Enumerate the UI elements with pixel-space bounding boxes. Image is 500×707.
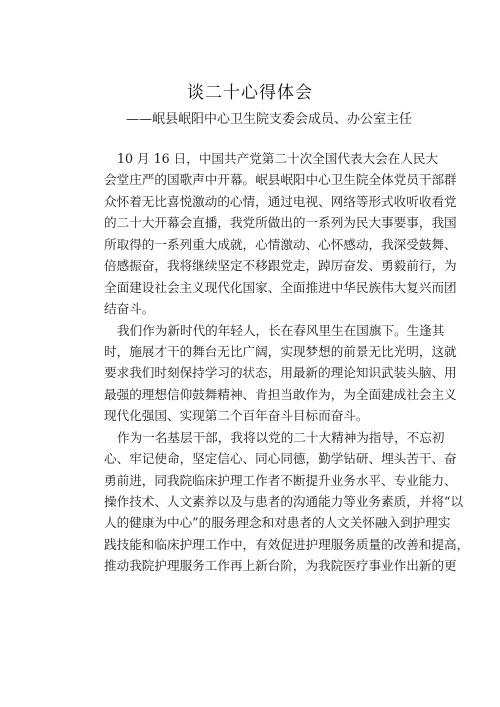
- paragraph-line: 操作技术、人文素养以及与患者的沟通能力等业务素质，并将“以: [104, 494, 464, 509]
- paragraph-line: 所取得的一系列重大成就，心情激动、心怀感动，我深受鼓舞、: [104, 236, 457, 252]
- paragraph-line: 推动我院护理服务工作再上新台阶，为我院医疗事业作出新的更: [104, 558, 457, 574]
- paragraph-line: 结奋斗。: [104, 301, 155, 317]
- paragraph: [104, 320, 457, 427]
- paragraph-line: 要求我们时刻保持学习的状态，用最新的理论知识武装头脑、用: [104, 365, 457, 381]
- paragraph-line: 全面建设社会主义现代化国家、全面推进中华民族伟大复兴而团: [104, 279, 457, 295]
- paragraph-line: 我们作为新时代的年轻人，长在春风里生在国旗下。生逢其: [117, 322, 445, 338]
- document-subtitle: ——岷县岷阳中心卫生院支委会成员、办公室主任: [126, 112, 413, 127]
- paragraph: [104, 427, 470, 577]
- paragraph-line: 的二十大开幕会直播，我党所做出的一系列为民大事要事，我国: [104, 215, 457, 231]
- paragraph-line: 践技能和临床护理工作中，有效促进护理服务质量的改善和提高，: [104, 536, 470, 552]
- paragraph-line: 10 月 16 日，中国共产党第二十次全国代表大会在人民大: [117, 151, 439, 166]
- paragraph-line: 时，施展才干的舞台无比广阔，实现梦想的前景无比光明，这就: [104, 343, 457, 359]
- paragraph-line: 会堂庄严的国歌声中开幕。岷县岷阳中心卫生院全体党员干部群: [104, 172, 457, 188]
- paragraph: [104, 148, 457, 320]
- paragraph-line: 心、牢记使命，坚定信心、同心同德，勤学钻研、埋头苦干、奋: [104, 451, 457, 467]
- paragraph-line: 作为一名基层干部，我将以党的二十大精神为指导，不忘初: [117, 429, 445, 445]
- paragraph-line: 人的健康为中心”的服务理念和对患者的人文关怀融入到护理实: [104, 515, 451, 531]
- paragraph-line: 倍感振奋，我将继续坚定不移跟党走，踔厉奋发、勇毅前行，为: [104, 258, 457, 274]
- paragraph-line: 最强的理想信仰鼓舞精神、肯担当敢作为，为全面建成社会主义: [104, 386, 457, 402]
- paragraph-line: 众怀着无比喜悦激动的心情，通过电视、网络等形式收听收看党: [104, 193, 457, 209]
- document-title: 谈二十心得体会: [187, 83, 313, 103]
- document-body: [104, 148, 470, 577]
- paragraph-line: 现代化强国、实现第二个百年奋斗目标而奋斗。: [104, 408, 369, 424]
- paragraph-line: 勇前进，同我院临床护理工作者不断提升业务水平、专业能力、: [104, 472, 457, 488]
